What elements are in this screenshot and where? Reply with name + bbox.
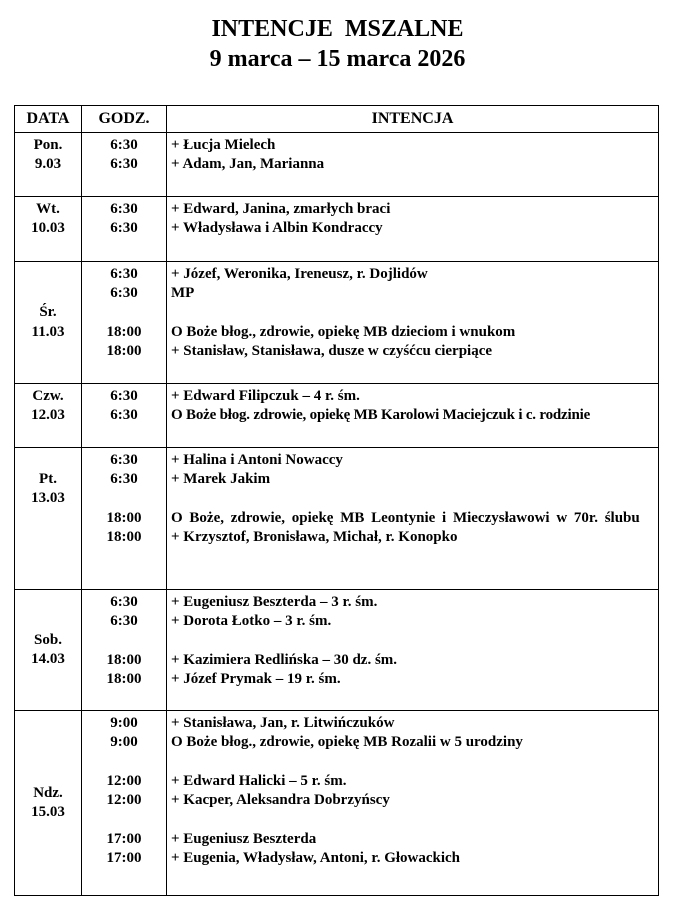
- spacer: [171, 304, 658, 323]
- page-title: INTENCJE MSZALNE: [211, 16, 464, 42]
- day-name: Śr.: [39, 304, 57, 321]
- intention-text: + Eugenia, Władysław, Antoni, r. Głowackich: [171, 850, 461, 867]
- intention-cell: [167, 384, 659, 448]
- mass-time: 6:30: [110, 201, 138, 217]
- day-date: 12.03: [31, 407, 65, 424]
- spacer: [82, 632, 166, 651]
- intention-text: + Kacper, Aleksandra Dobrzyńscy: [171, 792, 390, 809]
- time-cell: [82, 711, 167, 896]
- header-intention: INTENCJA: [167, 106, 659, 133]
- intention-text: + Kazimiera Redlińska – 30 dz. śm.: [171, 651, 398, 668]
- day-date-cell: [15, 384, 82, 448]
- day-date-cell: [15, 133, 82, 197]
- intention-text: + Józef Prymak – 19 r. śm.: [171, 671, 341, 688]
- intention-text: O Boże błog. zdrowie, opiekę MB Karolowi Maciejczuk i c. rodzinie: [171, 407, 591, 424]
- day-date-cell: [15, 197, 82, 262]
- day-name: Wt.: [36, 201, 60, 217]
- intention-text: + Eugeniusz Beszterda – 3 r. śm.: [171, 594, 378, 610]
- mass-time: 6:30: [110, 471, 138, 488]
- day-date-cell: [15, 448, 82, 590]
- mass-time: 6:30: [110, 613, 138, 630]
- mass-time: 18:00: [106, 323, 142, 340]
- intention-cell: [167, 262, 659, 384]
- mass-time: 6:30: [110, 137, 138, 153]
- intention-text: + Edward Halicki – 5 r. śm.: [171, 772, 347, 789]
- day-row: [15, 711, 659, 896]
- intention-cell: [167, 197, 659, 262]
- intention-text: + Krzysztof, Bronisława, Michał, r. Konopko: [171, 529, 458, 546]
- day-name: Pt.: [39, 471, 57, 487]
- mass-time: 17:00: [106, 830, 142, 847]
- intention-text: + Halina i Antoni Nowaccy: [171, 452, 343, 468]
- day-date: 13.03: [31, 490, 65, 507]
- intention-text: + Marek Jakim: [171, 471, 271, 488]
- mass-time: 6:30: [110, 388, 138, 404]
- day-row: [15, 262, 659, 384]
- date-range-subtitle: 9 marca – 15 marca 2026: [209, 46, 466, 72]
- intention-cell: [167, 133, 659, 197]
- day-row: [15, 133, 659, 197]
- time-cell: [82, 448, 167, 590]
- intention-text: + Józef, Weronika, Ireneusz, r. Dojlidów: [171, 266, 428, 282]
- mass-time: 18:00: [106, 529, 142, 546]
- intention-text: + Stanisław, Stanisława, dusze w czyśćcu cierpiące: [171, 343, 493, 360]
- mass-time: 6:30: [110, 285, 138, 302]
- day-date: 10.03: [31, 220, 65, 237]
- mass-time: 12:00: [106, 792, 142, 809]
- spacer: [171, 632, 658, 651]
- spacer: [82, 810, 166, 829]
- time-cell: [82, 384, 167, 448]
- table-header-row: [15, 106, 659, 133]
- day-date: 11.03: [31, 323, 65, 340]
- mass-time: 6:30: [110, 407, 138, 424]
- mass-time: 6:30: [110, 220, 138, 237]
- mass-time: 9:00: [110, 715, 138, 731]
- spacer: [171, 810, 658, 829]
- intention-text: + Stanisława, Jan, r. Litwińczuków: [171, 715, 395, 731]
- mass-time: 18:00: [106, 671, 142, 688]
- day-row: [15, 448, 659, 590]
- day-row: [15, 197, 659, 262]
- time-cell: [82, 590, 167, 711]
- spacer: [171, 753, 658, 772]
- intention-text: + Władysława i Albin Kondraccy: [171, 220, 383, 237]
- intention-text: O Boże błog., zdrowie, opiekę MB Rozalii w 5 urodziny: [171, 734, 523, 751]
- day-date-cell: [15, 711, 82, 896]
- intention-cell: [167, 711, 659, 896]
- mass-time: 6:30: [110, 156, 138, 173]
- day-date: 14.03: [31, 651, 65, 667]
- intention-text: + Eugeniusz Beszterda: [171, 830, 317, 847]
- intention-text: + Adam, Jan, Marianna: [171, 156, 325, 173]
- spacer: [171, 490, 658, 509]
- mass-time: 6:30: [110, 594, 138, 610]
- mass-time: 17:00: [106, 850, 142, 867]
- mass-intentions-table: [14, 105, 659, 896]
- day-date-cell: [15, 262, 82, 384]
- day-name: Ndz.: [33, 784, 63, 801]
- day-row: [15, 590, 659, 711]
- day-name: Pon.: [33, 137, 63, 153]
- spacer: [82, 490, 166, 509]
- intention-text: O Boże, zdrowie, opiekę MB Leontynie i Mieczysławowi w 70r. ślubu: [171, 509, 640, 526]
- day-row: [15, 384, 659, 448]
- intention-text: MP: [171, 285, 195, 302]
- intention-text: + Edward, Janina, zmarłych braci: [171, 201, 391, 217]
- spacer: [82, 304, 166, 323]
- intention-text: + Dorota Łotko – 3 r. śm.: [171, 613, 332, 630]
- day-date: 9.03: [34, 156, 62, 173]
- time-cell: [82, 133, 167, 197]
- day-date: 15.03: [31, 804, 65, 820]
- intention-text: + Edward Filipczuk – 4 r. śm.: [171, 388, 360, 404]
- time-cell: [82, 262, 167, 384]
- mass-time: 6:30: [110, 452, 138, 468]
- day-date-cell: [15, 590, 82, 711]
- day-name: Czw.: [32, 388, 64, 404]
- spacer: [82, 753, 166, 772]
- mass-time: 18:00: [106, 651, 142, 668]
- header-date: DATA: [15, 106, 82, 133]
- mass-time: 6:30: [110, 266, 138, 282]
- day-name: Sob.: [34, 631, 62, 648]
- intention-text: O Boże błog., zdrowie, opiekę MB dzieciom i wnukom: [171, 323, 516, 340]
- mass-time: 12:00: [106, 772, 142, 789]
- intention-cell: [167, 590, 659, 711]
- time-cell: [82, 197, 167, 262]
- mass-time: 9:00: [110, 734, 138, 751]
- mass-time: 18:00: [106, 509, 142, 526]
- mass-time: 18:00: [106, 343, 142, 360]
- header-time: GODZ.: [82, 106, 167, 133]
- intention-cell: [167, 448, 659, 590]
- intention-text: + Łucja Mielech: [171, 137, 276, 153]
